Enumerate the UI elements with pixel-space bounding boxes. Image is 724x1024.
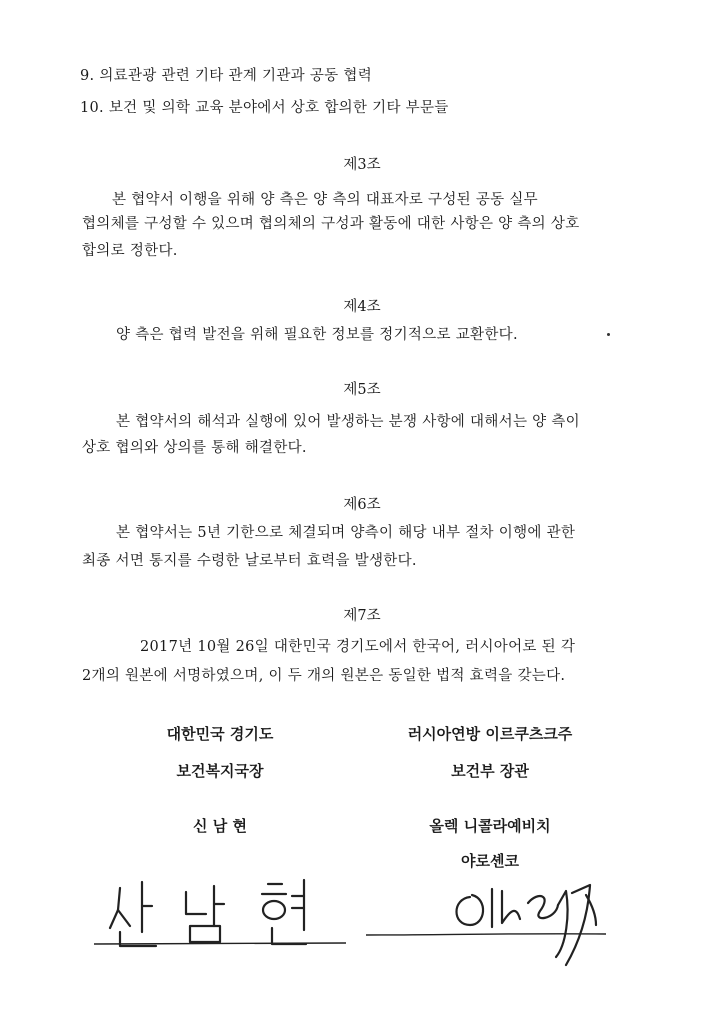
article-6-title: 제6조 [343, 497, 381, 513]
right-signatory-name-2: 야로셴코 [461, 852, 519, 870]
left-signatory-name: 신 남 현 [193, 817, 247, 835]
article-4-title: 제4조 [343, 299, 381, 315]
article-7-title: 제7조 [343, 608, 381, 624]
article-5-title: 제5조 [343, 382, 381, 398]
article-7-line-1: 2017년 10월 26일 대한민국 경기도에서 한국어, 러시아어로 된 각 [140, 639, 576, 655]
left-signatory-title: 보건복지국장 [176, 762, 264, 780]
article-3-title: 제3조 [343, 157, 381, 173]
article-5-line-2: 상호 협의와 상의를 통해 해결한다. [82, 440, 307, 456]
article-6-line-1: 본 협약서는 5년 기한으로 체결되며 양측이 해당 내부 절차 이행에 관한 [116, 525, 576, 541]
article-4-line-1: 양 측은 협력 발전을 위해 필요한 정보를 정기적으로 교환한다. [116, 327, 518, 343]
left-signatory-org: 대한민국 경기도 [166, 725, 274, 743]
item-10: 10. 보건 및 의학 교육 분야에서 상호 합의한 기타 부문들 [80, 100, 449, 116]
right-signatory-org: 러시아연방 이르쿠츠크주 [407, 725, 573, 743]
article-3-line-3: 합의로 정한다. [82, 243, 178, 259]
item-9: 9. 의료관광 관련 기타 관계 기관과 공동 협력 [80, 68, 373, 84]
right-signatory-name-1: 올렉 니콜라예비치 [429, 817, 551, 835]
article-7-line-2: 2개의 원본에 서명하였으며, 이 두 개의 원본은 동일한 법적 효력을 갖는다. [82, 668, 566, 684]
right-signatory-title: 보건부 장관 [451, 762, 529, 780]
article-6-line-2: 최종 서면 통지를 수령한 날로부터 효력을 발생한다. [82, 553, 417, 569]
article-5-line-1: 본 협약서의 해석과 실행에 있어 발생하는 분쟁 사항에 대해서는 양 측이 [116, 414, 580, 430]
right-handwritten-signature [360, 875, 620, 975]
left-handwritten-signature [90, 870, 350, 960]
article-3-line-2: 협의체를 구성할 수 있으며 협의체의 구성과 활동에 대한 사항은 양 측의 상호 [82, 216, 580, 232]
article-3-line-1: 본 협약서 이행을 위해 양 측은 양 측의 대표자로 구성된 공동 실무 [112, 192, 538, 208]
stray-dot [607, 333, 610, 336]
